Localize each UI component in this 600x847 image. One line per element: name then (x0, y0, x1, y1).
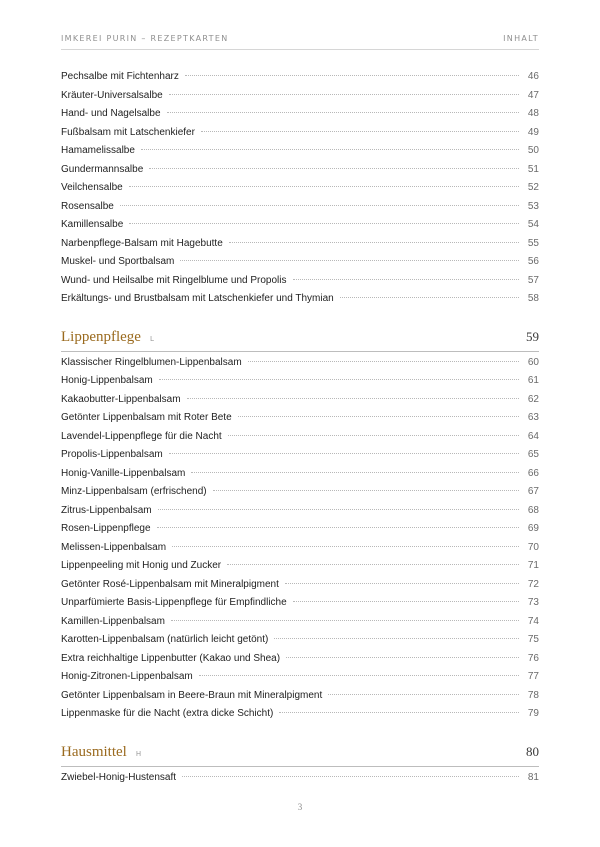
toc-entry-title: Narbenpflege-Balsam mit Hagebutte (61, 237, 223, 249)
dot-leader (187, 398, 519, 399)
toc-entry-page: 47 (527, 89, 539, 101)
toc-entry-title: Getönter Lippenbalsam in Beere-Braun mit Mineralpigment (61, 689, 323, 701)
toc-entry-title: Unparfümierte Basis-Lippenpflege für Empfindliche (61, 597, 287, 608)
dot-leader (191, 472, 519, 473)
toc-entry[interactable] (61, 613, 539, 632)
toc-entry[interactable] (61, 539, 539, 558)
section-heading-lippenpflege[interactable] (61, 323, 539, 352)
toc-entry-title: Getönter Lippenbalsam mit Roter Bete (61, 412, 232, 423)
dot-leader (274, 638, 519, 639)
dot-leader (182, 776, 519, 777)
dot-leader (228, 435, 519, 436)
toc-entry-title: Veilchensalbe (61, 182, 123, 193)
toc-entry-page: 48 (527, 108, 539, 119)
dot-leader (286, 657, 519, 658)
toc-entry-page: 76 (527, 652, 539, 664)
dot-leader (149, 168, 519, 169)
dot-leader (248, 361, 519, 362)
toc-entry[interactable] (61, 520, 539, 539)
dot-leader (293, 279, 520, 280)
dot-leader (129, 223, 519, 224)
toc-entry-page: 68 (527, 504, 539, 516)
dot-leader (279, 712, 519, 713)
toc-entry[interactable] (61, 216, 539, 235)
dot-leader (185, 75, 519, 76)
toc-entry[interactable] (61, 105, 539, 124)
toc-entry[interactable] (61, 769, 539, 788)
toc-entry-page: 69 (527, 523, 539, 534)
toc-entry-page: 46 (527, 71, 539, 82)
toc-entry-page: 79 (527, 708, 539, 719)
toc-entry-page: 73 (527, 597, 539, 608)
dot-leader (159, 379, 519, 380)
toc-entry[interactable] (61, 557, 539, 576)
dot-leader (201, 131, 519, 132)
toc-entry-title: Muskel- und Sportbalsam (61, 256, 175, 267)
toc-entry-page: 56 (527, 256, 539, 267)
section-letter: L (149, 334, 155, 343)
toc-entry-title: Zwiebel-Honig-Hustensaft (61, 771, 177, 783)
running-header-section: INHALT (503, 34, 539, 43)
toc-entry-page: 65 (527, 449, 539, 460)
dot-leader (199, 675, 519, 676)
toc-entry[interactable] (61, 409, 539, 428)
running-header (61, 34, 539, 43)
dot-leader (227, 564, 519, 565)
toc-entry-page: 52 (527, 182, 539, 193)
toc-entry-title: Lavendel-Lippenpflege für die Nacht (61, 430, 222, 442)
dot-leader (141, 149, 519, 150)
section-heading-hausmittel[interactable] (61, 738, 539, 767)
toc-entry[interactable] (61, 290, 539, 309)
toc-entry[interactable] (61, 68, 539, 87)
dot-leader (340, 297, 519, 298)
toc-group-lippenpflege (61, 354, 539, 724)
toc-entry-page: 54 (527, 219, 539, 230)
toc-entry[interactable] (61, 372, 539, 391)
dot-leader (169, 453, 519, 454)
toc-entry-title: Karotten-Lippenbalsam (natürlich leicht getönt) (61, 634, 269, 645)
toc-entry[interactable] (61, 631, 539, 650)
toc-entry-title: Klassischer Ringelblumen-Lippenbalsam (61, 356, 242, 368)
toc-entry-page: 64 (527, 430, 539, 442)
toc-entry-page: 81 (527, 771, 539, 783)
toc-entry-page: 58 (527, 293, 539, 304)
toc-entry-title: Honig-Zitronen-Lippenbalsam (61, 671, 193, 682)
toc-entry-title: Rosen-Lippenpflege (61, 523, 151, 534)
toc-entry-title: Honig-Lippenbalsam (61, 375, 153, 386)
dot-leader (285, 583, 519, 584)
dot-leader (157, 527, 519, 528)
toc-entry[interactable] (61, 354, 539, 373)
dot-leader (169, 94, 519, 95)
dot-leader (229, 242, 519, 243)
toc-entry-page: 72 (527, 578, 539, 590)
dot-leader (238, 416, 519, 417)
toc-entry[interactable] (61, 705, 539, 724)
section-title: Lippenpflege (61, 328, 141, 345)
toc-entry[interactable] (61, 272, 539, 291)
toc-entry-title: Lippenpeeling mit Honig und Zucker (61, 560, 222, 571)
section-title: Hausmittel (61, 743, 127, 760)
toc-entry-page: 50 (527, 145, 539, 156)
toc-entry-title: Rosensalbe (61, 200, 114, 212)
toc-entry-page: 49 (527, 126, 539, 138)
section-page-number: 59 (526, 328, 539, 344)
toc-entry-page: 57 (527, 274, 539, 286)
toc-entry[interactable] (61, 594, 539, 613)
dot-leader (328, 694, 519, 695)
toc-entry[interactable] (61, 198, 539, 217)
dot-leader (129, 186, 519, 187)
toc-entry[interactable] (61, 668, 539, 687)
toc-entry-title: Minz-Lippenbalsam (erfrischend) (61, 486, 207, 497)
dot-leader (167, 112, 519, 113)
toc-entry[interactable] (61, 428, 539, 447)
toc-entry-page: 75 (527, 634, 539, 645)
section-page-number: 80 (526, 743, 539, 759)
dot-leader (120, 205, 519, 206)
toc-entry[interactable] (61, 650, 539, 669)
toc-entry[interactable] (61, 179, 539, 198)
toc-entry-title: Pechsalbe mit Fichtenharz (61, 71, 179, 82)
toc-entry[interactable] (61, 161, 539, 180)
toc-entry-title: Extra reichhaltige Lippenbutter (Kakao und Shea) (61, 652, 281, 664)
dot-leader (293, 601, 519, 602)
toc-entry-title: Erkältungs- und Brustbalsam mit Latschenkiefer und Thymian (61, 293, 334, 304)
toc-entry-page: 53 (527, 200, 539, 212)
toc-entry[interactable] (61, 687, 539, 706)
toc-entry[interactable] (61, 576, 539, 595)
toc-entry-page: 60 (527, 356, 539, 368)
toc-entry-title: Lippenmaske für die Nacht (extra dicke Schicht) (61, 708, 274, 719)
toc-entry[interactable] (61, 446, 539, 465)
toc-entry[interactable] (61, 235, 539, 254)
toc-entry-page: 67 (527, 486, 539, 497)
toc-entry-title: Honig-Vanille-Lippenbalsam (61, 467, 186, 479)
toc-entry[interactable] (61, 124, 539, 143)
toc-group-salben (61, 68, 539, 309)
toc-entry[interactable] (61, 142, 539, 161)
toc-entry[interactable] (61, 391, 539, 410)
toc-entry-page: 77 (527, 671, 539, 682)
toc-entry-page: 74 (527, 615, 539, 627)
toc-entry[interactable] (61, 465, 539, 484)
toc-entry-page: 62 (527, 393, 539, 405)
toc-entry-page: 71 (527, 560, 539, 571)
toc-entry-page: 78 (527, 689, 539, 701)
toc-entry-page: 51 (527, 163, 539, 175)
toc-entry-page: 61 (527, 375, 539, 386)
toc-entry[interactable] (61, 483, 539, 502)
toc-entry[interactable] (61, 502, 539, 521)
toc-entry-title: Getönter Rosé-Lippenbalsam mit Mineralpigment (61, 578, 279, 590)
toc-entry-title: Hamamelissalbe (61, 145, 135, 156)
toc-entry-page: 70 (527, 541, 539, 553)
toc-entry-title: Gundermannsalbe (61, 163, 144, 175)
running-header-title: IMKEREI PURIN – REZEPTKARTEN (61, 34, 229, 43)
toc-entry-page: 55 (527, 237, 539, 249)
dot-leader (171, 620, 519, 621)
table-of-contents (61, 68, 539, 787)
toc-entry-title: Wund- und Heilsalbe mit Ringelblume und Propolis (61, 274, 287, 286)
toc-entry[interactable] (61, 87, 539, 106)
toc-entry-title: Kamillen-Lippenbalsam (61, 615, 165, 627)
header-divider (61, 49, 539, 50)
toc-entry-title: Fußbalsam mit Latschenkiefer (61, 126, 195, 138)
dot-leader (158, 509, 519, 510)
toc-entry-title: Kakaobutter-Lippenbalsam (61, 393, 181, 405)
page-number: 3 (297, 802, 303, 812)
dot-leader (172, 546, 519, 547)
toc-entry-title: Hand- und Nagelsalbe (61, 108, 161, 119)
dot-leader (180, 260, 519, 261)
toc-group-hausmittel (61, 769, 539, 788)
toc-entry-page: 66 (527, 467, 539, 479)
toc-entry-title: Melissen-Lippenbalsam (61, 541, 167, 553)
toc-entry-title: Kamillensalbe (61, 219, 124, 230)
toc-entry-page: 63 (527, 412, 539, 423)
toc-entry-title: Zitrus-Lippenbalsam (61, 504, 152, 516)
toc-entry[interactable] (61, 253, 539, 272)
dot-leader (213, 490, 519, 491)
toc-entry-title: Kräuter-Universalsalbe (61, 89, 163, 101)
toc-entry-title: Propolis-Lippenbalsam (61, 449, 163, 460)
section-letter: H (135, 749, 143, 758)
